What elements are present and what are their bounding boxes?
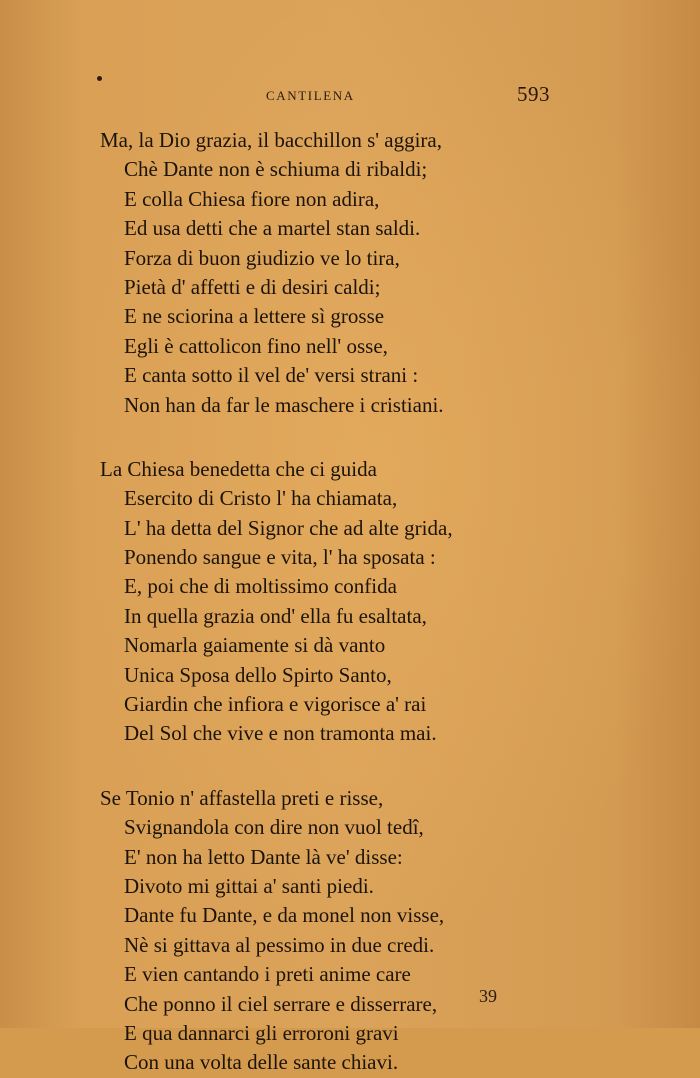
verse-line: E canta sotto il vel de' versi strani : xyxy=(124,363,419,388)
verse-line: Del Sol che vive e non tramonta mai. xyxy=(124,721,437,746)
verse-line: L' ha detta del Signor che ad alte grida, xyxy=(124,515,453,540)
verse-line: Ponendo sangue e vita, l' ha sposata : xyxy=(124,545,436,570)
verse-line: Ma, la Dio grazia, il bacchillon s' aggira, xyxy=(100,128,442,152)
verse-line: In quella grazia ond' ella fu esaltata, xyxy=(124,603,427,628)
verse-line: Non han da far le maschere i cristiani. xyxy=(124,392,444,417)
verse-line: E qua dannarci gli erroroni gravi xyxy=(124,1020,399,1045)
verse-line: Che ponno il ciel serrare e disserrare, xyxy=(124,991,438,1016)
verse-line: Giardin che infiora e vigorisce a' rai xyxy=(124,692,427,717)
stanza-1 xyxy=(0,126,700,420)
page-number: 593 xyxy=(517,82,550,106)
verse-line: Forza di buon giudizio ve lo tira, xyxy=(124,245,400,270)
verse-line: E, poi che di moltissimo confida xyxy=(124,574,397,599)
verse-line: Divoto mi gittai a' santi piedi. xyxy=(124,873,374,898)
stanza-3 xyxy=(0,784,700,1078)
verse-line: E ne sciorina a lettere sì grosse xyxy=(124,304,385,329)
verse-line: La Chiesa benedetta che ci guida xyxy=(100,456,377,481)
verse-line: Unica Sposa dello Spirto Santo, xyxy=(124,662,392,687)
verse-line: Dante fu Dante, e da monel non visse, xyxy=(124,903,445,928)
poem-body xyxy=(0,126,700,1078)
verse-line: Egli è cattolicon fino nell' osse, xyxy=(124,333,388,358)
verse-line: Nè si gittava al pessimo in due credi. xyxy=(124,932,435,957)
verse-line: Nomarla gaiamente si dà vanto xyxy=(124,633,386,658)
stanza-2 xyxy=(0,455,700,749)
verse-line: Se Tonio n' affastella preti e risse, xyxy=(100,785,384,810)
verse-line: Pietà d' affetti e di desiri caldi; xyxy=(124,274,381,299)
running-head: CANTILENA xyxy=(266,88,355,103)
verse-line: Ed usa detti che a martel stan saldi. xyxy=(124,216,421,241)
verse-line: Chè Dante non è schiuma di ribaldi; xyxy=(124,157,428,182)
verse-line: Esercito di Cristo l' ha chiamata, xyxy=(124,486,398,511)
verse-line: Con una volta delle sante chiavi. xyxy=(124,1050,399,1075)
ink-speck xyxy=(97,76,102,81)
verse-line: E' non ha letto Dante là ve' disse: xyxy=(124,844,403,869)
verse-line: E vien cantando i preti anime care xyxy=(124,962,411,987)
verse-line: Svignandola con dire non vuol tedî, xyxy=(124,815,424,840)
verse-line: E colla Chiesa fiore non adira, xyxy=(124,186,380,211)
signature-mark: 39 xyxy=(479,986,497,1006)
